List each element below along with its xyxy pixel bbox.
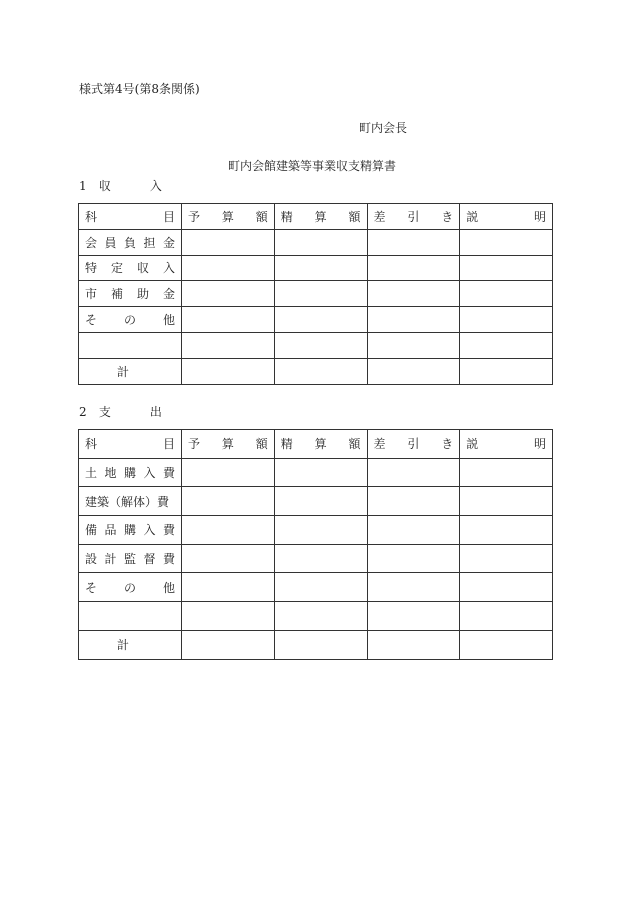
- income-total-row: [79, 358, 553, 384]
- income-item-label: [79, 332, 182, 358]
- income-value-cell[interactable]: [367, 332, 460, 358]
- income-total-cell[interactable]: [182, 358, 275, 384]
- income-value-cell[interactable]: [182, 332, 275, 358]
- table-row: [79, 255, 553, 281]
- expense-value-cell[interactable]: [274, 458, 367, 487]
- expense-value-cell[interactable]: [274, 573, 367, 602]
- table-row: [79, 573, 553, 602]
- expense-table: [78, 429, 553, 660]
- income-item-label: 会 員 負 担 金: [79, 229, 182, 255]
- document-title: 町内会館建築等事業収支精算書: [228, 159, 397, 173]
- income-value-cell[interactable]: [182, 281, 275, 307]
- income-label-b: 入: [149, 179, 163, 193]
- expense-value-cell[interactable]: [182, 602, 275, 631]
- expense-total-cell[interactable]: [460, 630, 553, 659]
- income-value-cell[interactable]: [182, 255, 275, 281]
- expense-item-label: そ の 他: [79, 573, 182, 602]
- income-section-heading: [79, 177, 163, 194]
- expense-value-cell[interactable]: [274, 544, 367, 573]
- income-header-cell: 説 明: [460, 204, 553, 230]
- table-row: [79, 487, 553, 516]
- expense-value-cell[interactable]: [274, 602, 367, 631]
- income-value-cell[interactable]: [367, 229, 460, 255]
- expense-value-cell[interactable]: [182, 487, 275, 516]
- expense-label-b: 出: [149, 405, 163, 419]
- form-number: 様式第4号(第8条関係): [79, 82, 200, 96]
- expense-item-label: 設 計 監 督 費: [79, 544, 182, 573]
- table-row: [79, 332, 553, 358]
- income-value-cell[interactable]: [460, 332, 553, 358]
- expense-value-cell[interactable]: [182, 516, 275, 545]
- expense-value-cell[interactable]: [367, 458, 460, 487]
- income-value-cell[interactable]: [367, 255, 460, 281]
- income-total-cell[interactable]: [367, 358, 460, 384]
- expense-item-label: 土 地 購 入 費: [79, 458, 182, 487]
- income-header-cell: 精 算 額: [274, 204, 367, 230]
- expense-total-label: 計: [79, 630, 182, 659]
- expense-header-cell: 予 算 額: [182, 430, 275, 459]
- income-item-label: 市 補 助 金: [79, 281, 182, 307]
- table-row: [79, 602, 553, 631]
- expense-section-heading: [79, 403, 163, 420]
- income-value-cell[interactable]: [367, 307, 460, 333]
- income-value-cell[interactable]: [460, 255, 553, 281]
- income-total-label: 計: [79, 358, 182, 384]
- expense-value-cell[interactable]: [460, 602, 553, 631]
- expense-header-cell: 説 明: [460, 430, 553, 459]
- expense-total-row: [79, 630, 553, 659]
- expense-value-cell[interactable]: [367, 487, 460, 516]
- table-row: [79, 458, 553, 487]
- expense-value-cell[interactable]: [460, 516, 553, 545]
- income-total-cell[interactable]: [460, 358, 553, 384]
- expense-value-cell[interactable]: [367, 602, 460, 631]
- income-value-cell[interactable]: [274, 307, 367, 333]
- table-row: [79, 281, 553, 307]
- expense-item-label: 建築（解体）費: [79, 487, 182, 516]
- expense-label-a: 支: [98, 405, 112, 419]
- expense-value-cell[interactable]: [460, 458, 553, 487]
- expense-value-cell[interactable]: [367, 516, 460, 545]
- expense-value-cell[interactable]: [182, 458, 275, 487]
- expense-value-cell[interactable]: [460, 487, 553, 516]
- income-section-number: 1: [79, 179, 87, 193]
- expense-header-cell: 精 算 額: [274, 430, 367, 459]
- expense-value-cell[interactable]: [460, 573, 553, 602]
- income-value-cell[interactable]: [460, 229, 553, 255]
- income-total-cell[interactable]: [274, 358, 367, 384]
- expense-section-number: 2: [79, 405, 87, 419]
- income-value-cell[interactable]: [460, 281, 553, 307]
- expense-value-cell[interactable]: [274, 516, 367, 545]
- expense-header-row: [79, 430, 553, 459]
- expense-header-cell: 差 引 き: [367, 430, 460, 459]
- expense-value-cell[interactable]: [274, 487, 367, 516]
- income-table: [78, 203, 553, 385]
- income-label-a: 収: [98, 179, 112, 193]
- expense-total-cell[interactable]: [182, 630, 275, 659]
- income-value-cell[interactable]: [182, 307, 275, 333]
- expense-value-cell[interactable]: [367, 544, 460, 573]
- income-value-cell[interactable]: [182, 229, 275, 255]
- income-value-cell[interactable]: [274, 255, 367, 281]
- income-value-cell[interactable]: [367, 281, 460, 307]
- expense-item-label: 備 品 購 入 費: [79, 516, 182, 545]
- income-value-cell[interactable]: [274, 281, 367, 307]
- income-item-label: 特 定 収 入: [79, 255, 182, 281]
- expense-total-cell[interactable]: [274, 630, 367, 659]
- table-row: [79, 544, 553, 573]
- income-header-cell: 科 目: [79, 204, 182, 230]
- expense-value-cell[interactable]: [460, 544, 553, 573]
- income-header-cell: 差 引 き: [367, 204, 460, 230]
- income-value-cell[interactable]: [274, 229, 367, 255]
- income-item-label: そ の 他: [79, 307, 182, 333]
- addressee: 町内会長: [359, 121, 408, 135]
- expense-total-cell[interactable]: [367, 630, 460, 659]
- expense-value-cell[interactable]: [182, 544, 275, 573]
- income-value-cell[interactable]: [274, 332, 367, 358]
- income-header-row: [79, 204, 553, 230]
- income-header-cell: 予 算 額: [182, 204, 275, 230]
- expense-item-label: [79, 602, 182, 631]
- expense-value-cell[interactable]: [182, 573, 275, 602]
- expense-value-cell[interactable]: [367, 573, 460, 602]
- table-row: [79, 307, 553, 333]
- table-row: [79, 516, 553, 545]
- table-row: [79, 229, 553, 255]
- expense-header-cell: 科 目: [79, 430, 182, 459]
- income-value-cell[interactable]: [460, 307, 553, 333]
